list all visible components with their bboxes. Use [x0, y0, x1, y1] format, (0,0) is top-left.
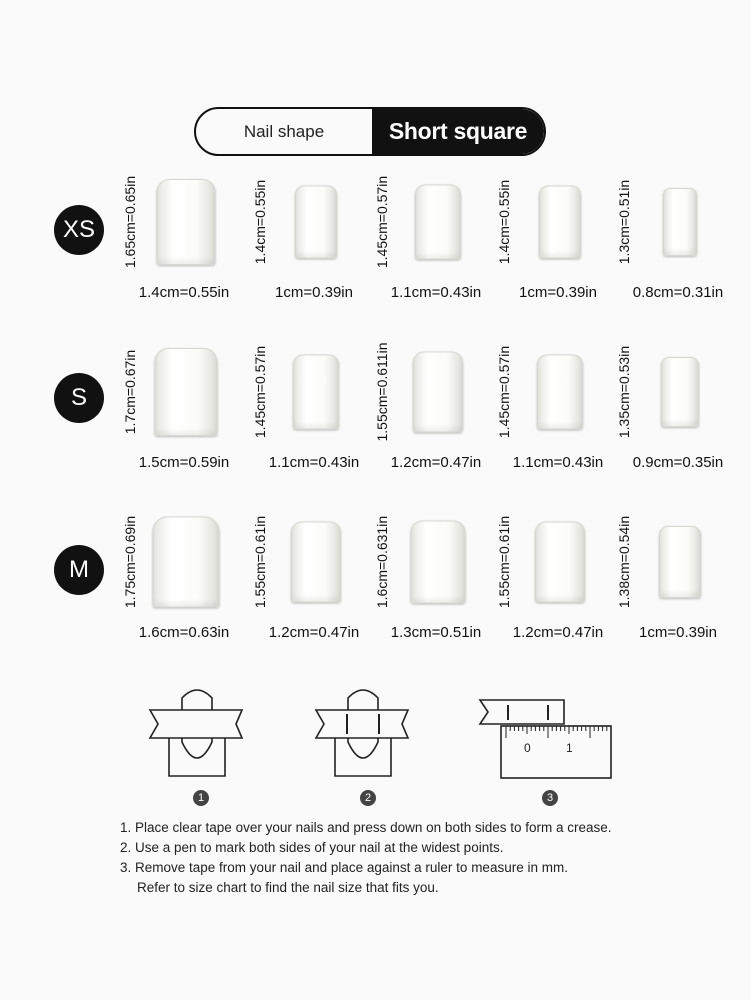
instruction-step-1: 1. Place clear tape over your nails and press down on both sides to form a crease. [120, 820, 612, 835]
nail-length-text: 1.4cm=0.55in [496, 179, 512, 265]
nail-length-label [248, 512, 272, 612]
nail-cell-m-5 [612, 512, 736, 652]
nail-cell-m-4 [492, 512, 616, 652]
size-badge-m: M [54, 545, 104, 595]
press-on-nail [295, 186, 337, 259]
nail-cell-m-1 [118, 512, 242, 652]
ruler-tick-label-0: 0 [524, 741, 531, 755]
nail-length-text: 1.55cm=0.61in [496, 515, 512, 609]
nail-length-label [118, 512, 142, 612]
nail-length-label [248, 342, 272, 442]
nail-length-label [612, 342, 636, 442]
nail-width-label: 1.1cm=0.43in [512, 454, 604, 471]
nail-cell-s-1 [118, 342, 242, 482]
nail-length-text: 1.45cm=0.57in [252, 345, 268, 439]
press-on-nail [155, 348, 218, 436]
nail-width-label: 0.8cm=0.31in [632, 284, 724, 301]
size-badge-s: S [54, 373, 104, 423]
press-on-nail [415, 185, 461, 260]
press-on-nail [153, 517, 220, 608]
nail-length-text: 1.4cm=0.55in [252, 179, 268, 265]
nail-length-label [370, 172, 394, 272]
step-3-illustration [478, 694, 614, 782]
step-number-3: 3 [542, 790, 558, 806]
press-on-nail [663, 188, 697, 256]
nail-shape-header [194, 107, 546, 156]
press-on-nail [535, 522, 585, 603]
nail-width-label: 1cm=0.39in [639, 624, 717, 641]
nail-width-label: 1cm=0.39in [275, 284, 353, 301]
press-on-nail [537, 355, 583, 430]
nail-length-text: 1.45cm=0.57in [496, 345, 512, 439]
press-on-nail [411, 521, 466, 604]
instruction-step-3: 3. Remove tape from your nail and place against a ruler to measure in mm. [120, 860, 568, 875]
nail-length-label [612, 172, 636, 272]
instruction-step-2: 2. Use a pen to mark both sides of your nail at the widest points. [120, 840, 504, 855]
press-on-nail [157, 179, 216, 265]
nail-width-label: 1.1cm=0.43in [390, 284, 482, 301]
nail-width-label: 0.9cm=0.35in [632, 454, 724, 471]
nail-cell-xs-4 [492, 172, 616, 312]
step-number-2: 2 [360, 790, 376, 806]
press-on-nail [413, 352, 463, 433]
nail-length-text: 1.75cm=0.69in [122, 515, 138, 609]
nail-width-label: 1.2cm=0.47in [390, 454, 482, 471]
press-on-nail [293, 355, 339, 430]
press-on-nail [539, 186, 581, 259]
nail-cell-s-4 [492, 342, 616, 482]
nail-cell-s-2 [248, 342, 372, 482]
nail-length-label [612, 512, 636, 612]
press-on-nail [659, 526, 701, 598]
nail-cell-m-2 [248, 512, 372, 652]
step-1-illustration [148, 680, 246, 780]
nail-width-label: 1.3cm=0.51in [390, 624, 482, 641]
nail-length-text: 1.7cm=0.67in [122, 349, 138, 435]
nail-length-text: 1.35cm=0.53in [616, 345, 632, 439]
nail-cell-s-5 [612, 342, 736, 482]
nail-width-label: 1.1cm=0.43in [268, 454, 360, 471]
nail-width-label: 1.6cm=0.63in [138, 624, 230, 641]
nail-cell-xs-5 [612, 172, 736, 312]
nail-length-text: 1.45cm=0.57in [374, 175, 390, 269]
press-on-nail [661, 357, 699, 427]
step-number-1: 1 [193, 790, 209, 806]
size-badge-xs: XS [54, 205, 104, 255]
nail-shape-value: Short square [372, 109, 544, 154]
nail-length-text: 1.55cm=0.61in [252, 515, 268, 609]
nail-length-text: 1.3cm=0.51in [616, 179, 632, 265]
nail-cell-m-3 [370, 512, 494, 652]
nail-length-label [492, 512, 516, 612]
nail-length-label [370, 512, 394, 612]
nail-cell-xs-1 [118, 172, 242, 312]
nail-width-label: 1.2cm=0.47in [512, 624, 604, 641]
nail-length-label [248, 172, 272, 272]
nail-cell-s-3 [370, 342, 494, 482]
nail-length-text: 1.55cm=0.611in [374, 342, 390, 442]
instruction-note: Refer to size chart to find the nail size that fits you. [137, 880, 439, 895]
nail-shape-label: Nail shape [243, 121, 325, 141]
nail-length-text: 1.6cm=0.631in [374, 515, 390, 609]
nail-width-label: 1.5cm=0.59in [138, 454, 230, 471]
nail-width-label: 1.2cm=0.47in [268, 624, 360, 641]
nail-length-label [118, 342, 142, 442]
nail-width-label: 1cm=0.39in [519, 284, 597, 301]
ruler-tick-label-1: 1 [566, 741, 573, 755]
nail-length-label [492, 172, 516, 272]
measuring-instructions [120, 818, 720, 898]
nail-width-label: 1.4cm=0.55in [138, 284, 230, 301]
nail-length-label [118, 172, 142, 272]
nail-length-text: 1.38cm=0.54in [616, 515, 632, 609]
nail-length-label [370, 342, 394, 442]
step-2-illustration [314, 680, 412, 780]
nail-length-text: 1.65cm=0.65in [122, 175, 138, 269]
nail-length-label [492, 342, 516, 442]
press-on-nail [291, 522, 341, 603]
nail-cell-xs-3 [370, 172, 494, 312]
nail-cell-xs-2 [248, 172, 372, 312]
